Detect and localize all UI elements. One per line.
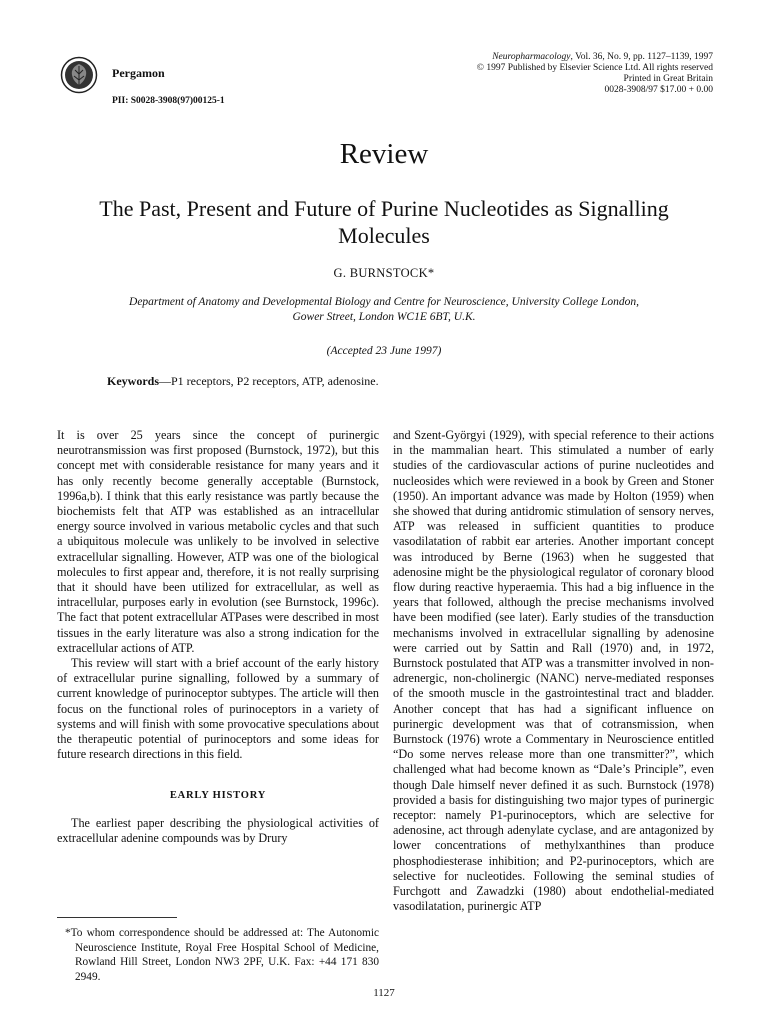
body-paragraph-2: This review will start with a brief account of the early history of extracellular purine signalling, followed by a summary of current knowledge of purinoceptor subtypes. The article will then focus on the functional roles of purinoceptors in a variety of systems and will finish with some provocative speculations about the therapeutic potential of purinoceptors and some ideas for future research directions in this field.	[57, 656, 379, 762]
section-label: Review	[339, 138, 429, 170]
pii-code: PII: S0028-3908(97)00125-1	[112, 96, 225, 106]
section-heading-early-history: EARLY HISTORY	[169, 790, 267, 802]
keywords-label: Keywords	[107, 374, 159, 388]
right-column	[393, 428, 714, 915]
journal-citation	[383, 52, 713, 63]
affiliation	[80, 295, 688, 325]
copyright-line: © 1997 Published by Elsevier Science Ltd. All rights reserved	[476, 63, 713, 73]
printed-line: Printed in Great Britain	[623, 74, 713, 84]
journal-volume: , Vol. 36, No. 9, pp. 1127–1139, 1997	[570, 52, 713, 62]
price-line: 0028-3908/97 $17.00 + 0.00	[604, 85, 713, 95]
affiliation-line-1: Department of Anatomy and Developmental Biology and Centre for Neuroscience, University College London,	[129, 296, 639, 308]
accepted-date: (Accepted 23 June 1997)	[326, 345, 442, 357]
journal-info	[383, 52, 713, 96]
keywords	[107, 374, 379, 389]
publisher-name: Pergamon	[112, 66, 165, 80]
affiliation-line-2: Gower Street, London WC1E 6BT, U.K.	[292, 311, 476, 323]
keywords-text: —P1 receptors, P2 receptors, ATP, adenosine.	[159, 374, 379, 388]
body-paragraph-3: The earliest paper describing the physiological activities of extracellular adenine compounds was by Drury	[57, 815, 379, 845]
footnote-text: *To whom correspondence should be addressed at: The Autonomic Neuroscience Institute, Royal Free Hospital School of Medicine, Rowland Hill Street, London NW3 2PF, U.K. Fax: +44 171 830 2949.	[65, 927, 379, 983]
journal-name: Neuropharmacology	[492, 52, 571, 62]
footnote	[57, 926, 379, 984]
body-paragraph-1: It is over 25 years since the concept of purinergic neurotransmission was first proposed (Burnstock, 1972), but this concept met with considerable resistance for many years and it has only recently become generally acceptable (Burnstock, 1996a,b). I think that this early resistance was partly because the biochemists felt that ATP was established as an intracellular energy source involved in various metabolic cycles and that such a ubiquitous molecule was unlikely to be involved in selective extracellular signalling. However, ATP was one of the biological molecules to first appear and, therefore, it is not really surprising that it should have been utilized for extracellular, as well as intracellular, purposes early in evolution (see Burnstock, 1996c). The fact that potent extracellular ATPases were described in most tissues in the early literature was also a strong indication for the extracellular actions of ATP.	[57, 428, 379, 655]
body-paragraph-right: and Szent-Györgyi (1929), with special reference to their actions in the mammalian heart. This stimulated a number of early studies of the cardiovascular actions of purine nucleotides and nucleosides which were reviewed in a book by Green and Stoner (1950). An important advance was made by Holton (1959) when she showed that during antidromic stimulation of sensory nerves, ATP was released in sufficient quantities to produce vasodilatation of rabbit ear arteries. Another important concept was introduced by Berne (1963) when he suggested that adenosine might be the physiological regulator of coronary blood flow during reactive hyperaemia. This had a big influence in the years that followed, although the precise mechanisms involved have been modified (see later). Early studies of the transduction mechanisms involved in extracellular signalling by adenosine were carried out by Sattin and Rall (1970) and, in 1972, Burnstock postulated that ATP was a transmitter involved in non-adrenergic, non-cholinergic (NANC) nerve-mediated responses of the smooth muscle in the gastrointestinal tract and bladder. Another concept that has had a significant influence on purinergic development was that of cotransmission, when Burnstock (1976) wrote a Commentary in Neuroscience entitled “Do some nerves release more than one transmitter?”, which challenged what had become known as “Dale’s Principle”, even though Dale himself never defined it as such. Burnstock (1978) provided a basis for distinguishing two major types of purinergic receptor: namely P1-purinoceptors, which are selective for adenosine, act through adenylate cyclase, and are antagonized by lower concentrations of methylxanthines than produce phosphodiesterase inhibition; and P2-purinoceptors, which are selective for nucleotides. Following the seminal studies of Furchgott and Zawadzki (1980) about endothelial-mediated vasodilatation, purinergic ATP	[393, 428, 714, 914]
footnote-divider	[57, 917, 177, 918]
article-title: The Past, Present and Future of Purine Nucleotides as Signalling Molecules	[99, 196, 669, 248]
author: G. BURNSTOCK*	[333, 266, 435, 280]
left-column	[57, 428, 379, 846]
page-number: 1127	[373, 987, 395, 999]
pergamon-logo-icon	[60, 56, 98, 94]
